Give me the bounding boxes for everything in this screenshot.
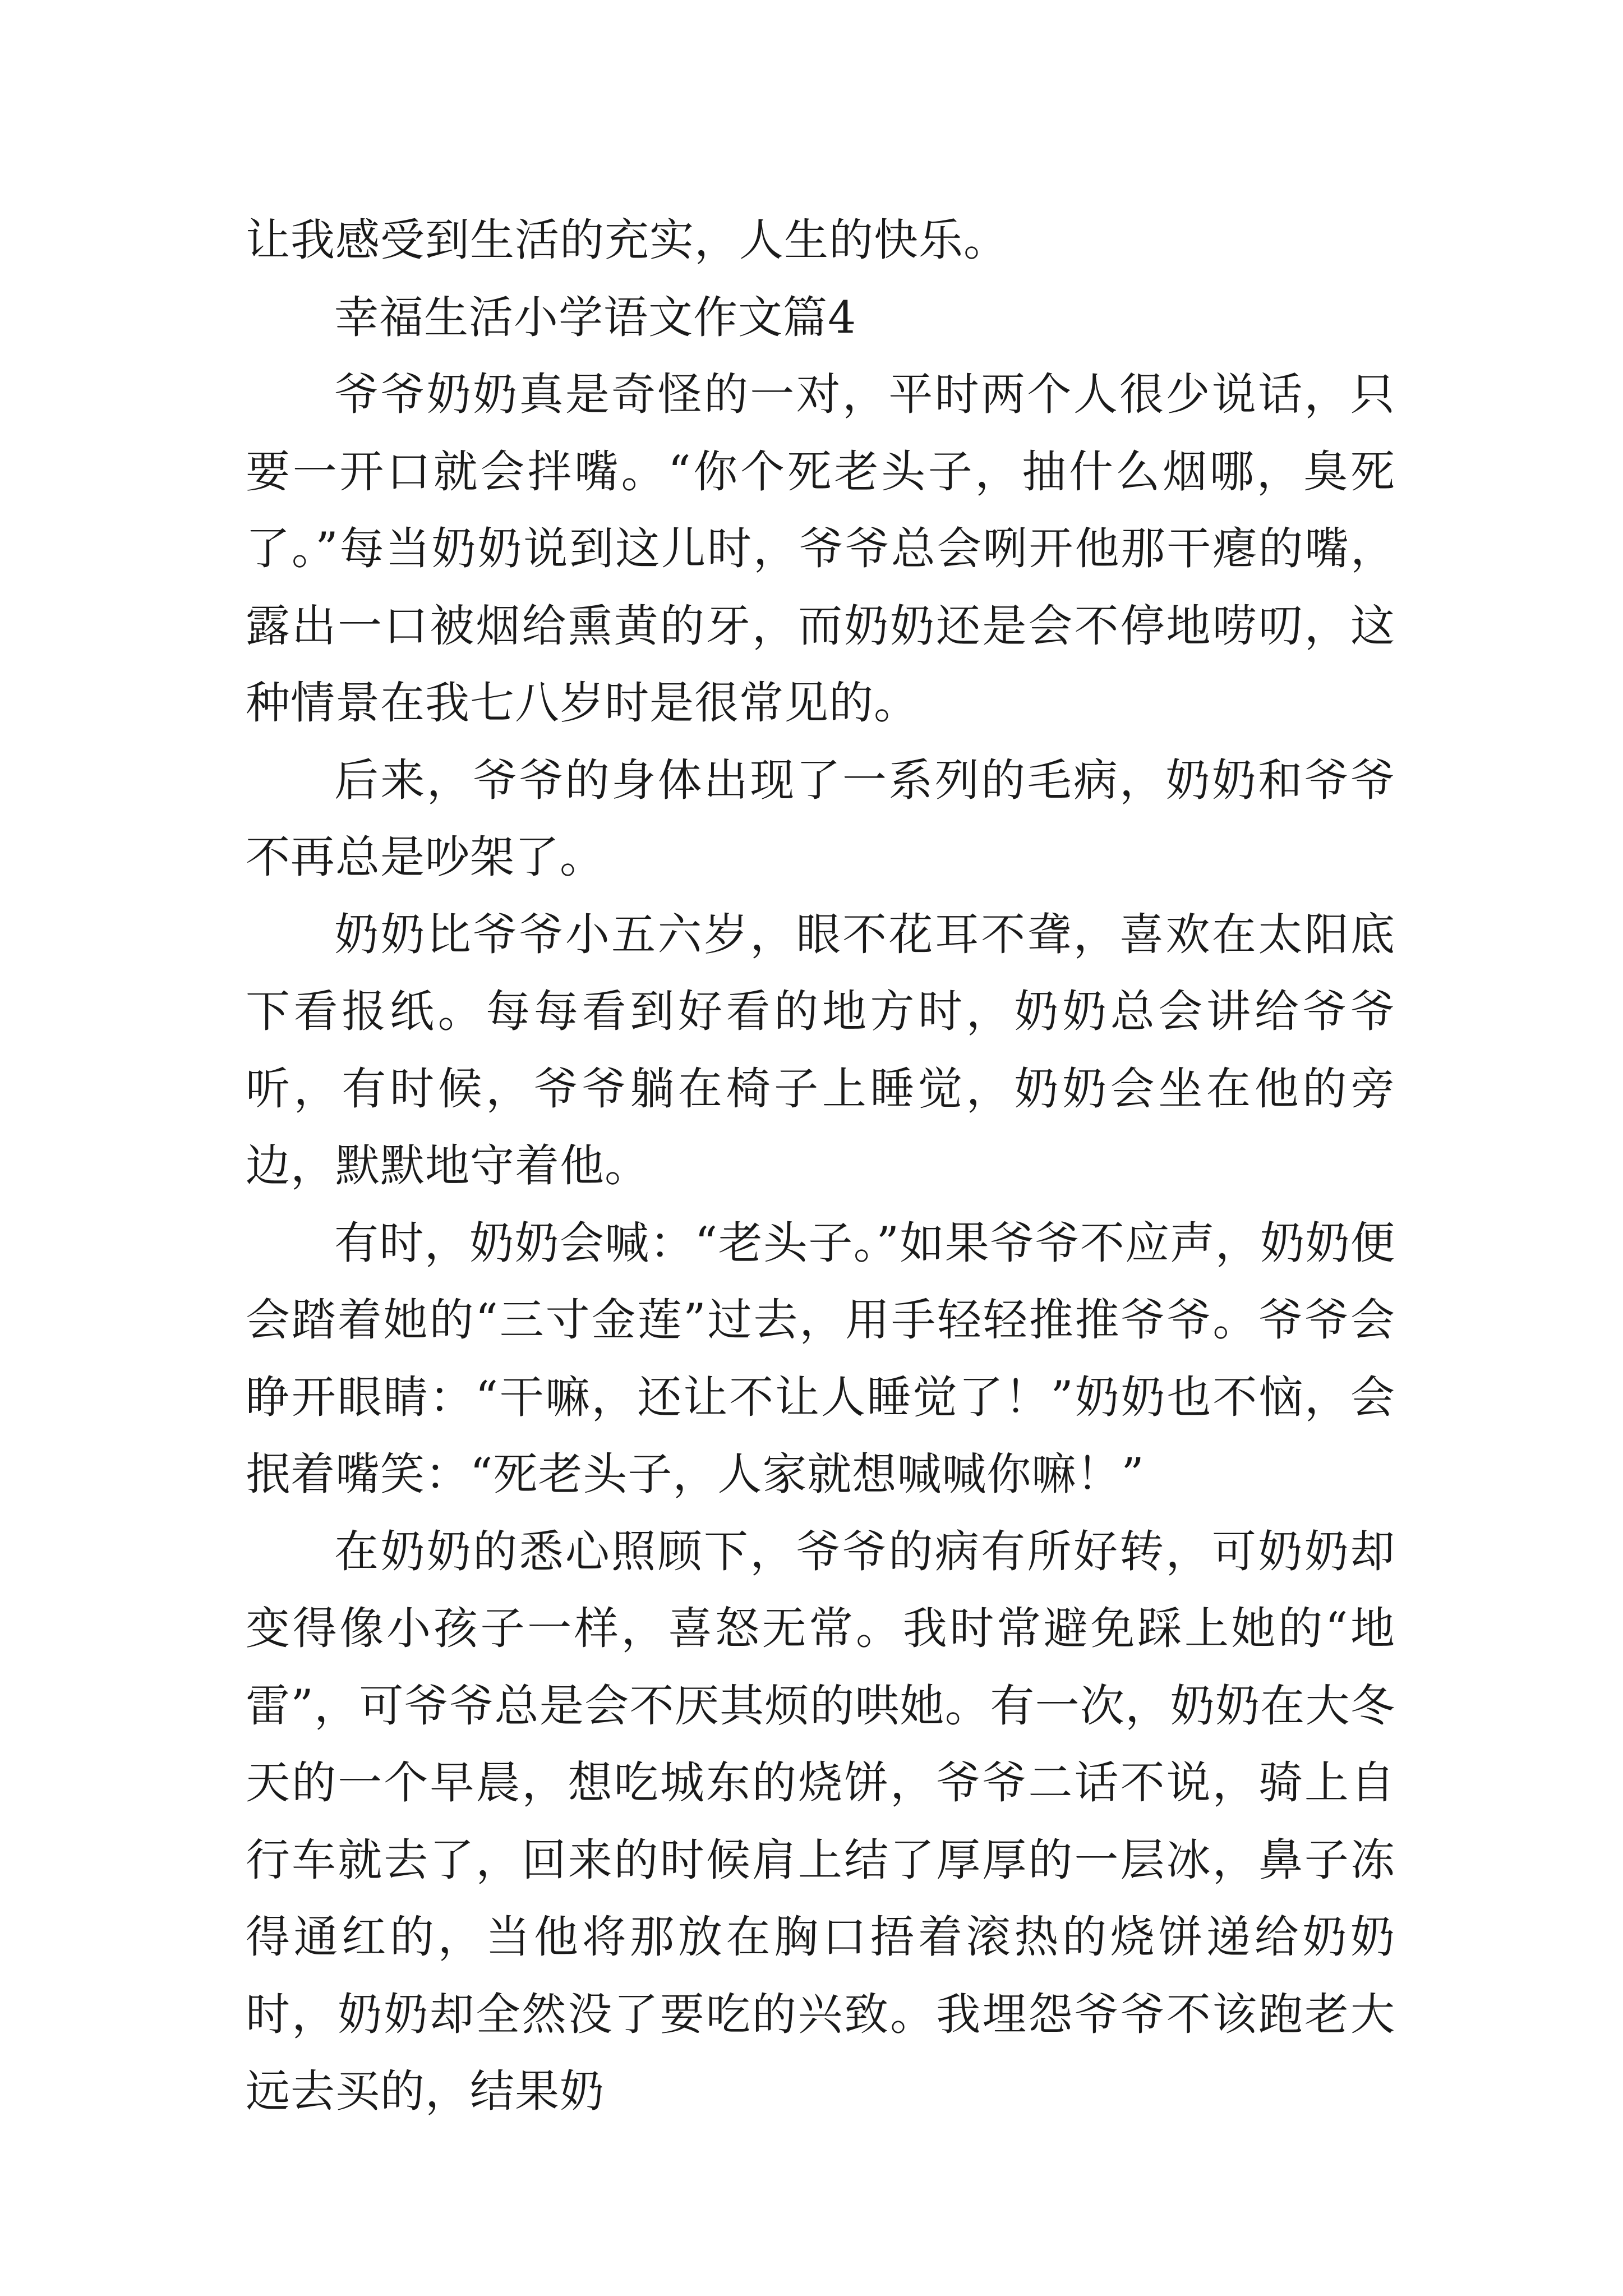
paragraph: 在奶奶的悉心照顾下，爷爷的病有所好转，可奶奶却变得像小孩子一样，喜怒无常。我时常避免踩上她的“地雷”，可爷爷总是会不厌其烦的哄她。有一次，奶奶在大冬天的一个早晨，想吃城东的烧饼，爷爷二话不说，骑上自行车就去了，回来的时候肩上结了厚厚的一层冰，鼻子冻得通红的，当他将那放在胸口捂着滚热的烧饼递给奶奶时，奶奶却全然没了要吃的兴致。我埋怨爷爷不该跑老大远去买的，结果奶 <box>246 1525 1395 2117</box>
document-body <box>246 202 1395 2131</box>
paragraph: 有时，奶奶会喊：“老头子。”如果爷爷不应声，奶奶便会踏着她的“三寸金莲”过去，用手轻轻推推爷爷。爷爷会睁开眼睛：“干嘛，还让不让人睡觉了！”奶奶也不恼，会抿着嘴笑：“死老头子，人家就想喊喊你嘛！” <box>246 1217 1395 1500</box>
paragraph: 后来，爷爷的身体出现了一系列的毛病，奶奶和爷爷不再总是吵架了。 <box>246 754 1395 883</box>
paragraph: 爷爷奶奶真是奇怪的一对，平时两个人很少说话，只要一开口就会拌嘴。“你个死老头子，抽什么烟哪，臭死了。”每当奶奶说到这儿时，爷爷总会咧开他那干瘪的嘴，露出一口被烟给熏黄的牙，而奶奶还是会不停地唠叨，这种情景在我七八岁时是很常见的。 <box>246 369 1395 729</box>
section-heading: 幸福生活小学语文作文篇4 <box>334 291 857 343</box>
paragraph-continuation: 让我感受到生活的充实，人生的快乐。 <box>246 214 1008 266</box>
paragraph: 奶奶比爷爷小五六岁，眼不花耳不聋，喜欢在太阳底下看报纸。每每看到好看的地方时，奶奶总会讲给爷爷听，有时候，爷爷躺在椅子上睡觉，奶奶会坐在他的旁边，默默地守着他。 <box>246 908 1395 1191</box>
